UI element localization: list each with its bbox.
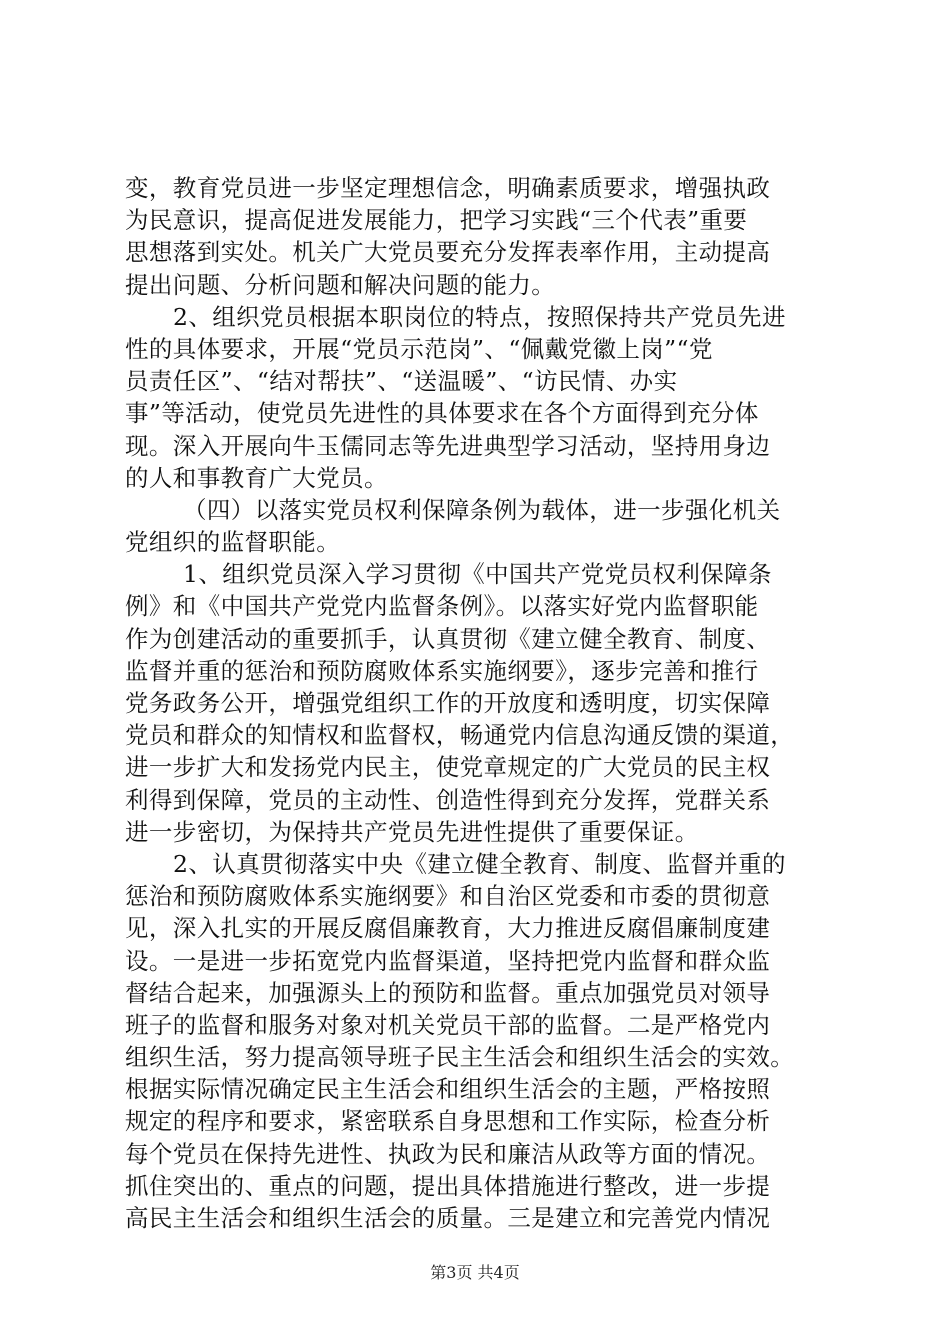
page-number-footer: 第3页 共4页 [430, 1263, 520, 1282]
text-line: 的人和事教育广大党员。 [125, 463, 388, 492]
text-line: 例》和《中国共产党党内监督条例》。以落实好党内监督职能 [125, 592, 759, 621]
text-line: 见，深入扎实的开展反腐倡廉教育，大力推进反腐倡廉制度建 [125, 914, 771, 943]
text-line: 高民主生活会和组织生活会的质量。三是建立和完善党内情况 [125, 1204, 771, 1232]
text-line: 规定的程序和要求，紧密联系自身思想和工作实际，检查分析 [125, 1107, 771, 1136]
text-line: 每个党员在保持先进性、执政为民和廉洁从政等方面的情况。 [125, 1139, 771, 1168]
text-line: 进一步扩大和发扬党内民主，使党章规定的广大党员的民主权 [125, 753, 771, 782]
text-line: 变，教育党员进一步坚定理想信念，明确素质要求，增强执政 [125, 174, 771, 202]
section-heading-line: 党组织的监督职能。 [125, 528, 341, 557]
text-line: 现。深入开展向牛玉儒同志等先进典型学习活动，坚持用身边 [125, 431, 771, 460]
text-line: 思想落到实处。机关广大党员要充分发挥表率作用，主动提高 [125, 238, 771, 267]
paragraph-start-line: 2、认真贯彻落实中央《建立健全教育、制度、监督并重的 [173, 849, 786, 878]
text-line: 进一步密切，为保持共产党员先进性提供了重要保证。 [125, 817, 699, 846]
text-line: 监督并重的惩治和预防腐败体系实施纲要》，逐步完善和推行 [125, 656, 759, 685]
text-line: 惩治和预防腐败体系实施纲要》和自治区党委和市委的贯彻意 [125, 882, 771, 911]
text-line: 督结合起来，加强源头上的预防和监督。重点加强党员对领导 [125, 978, 771, 1007]
text-line: 组织生活，努力提高领导班子民主生活会和组织生活会的实效。 [125, 1043, 795, 1072]
text-line: 设。一是进一步拓宽党内监督渠道，坚持把党内监督和群众监 [125, 946, 771, 975]
text-line: 为民意识，提高促进发展能力，把学习实践“三个代表”重要 [125, 206, 748, 235]
text-line: 党务政务公开，增强党组织工作的开放度和透明度，切实保障 [125, 689, 771, 717]
text-line: 班子的监督和服务对象对机关党员干部的监督。二是严格党内 [125, 1010, 771, 1039]
document-body [125, 172, 835, 1234]
text-line: 根据实际情况确定民主生活会和组织生活会的主题，严格按照 [125, 1075, 771, 1104]
text-line: 抓住突出的、重点的问题，提出具体措施进行整改，进一步提 [125, 1171, 771, 1200]
paragraph-start-line: 2、组织党员根据本职岗位的特点，按照保持共产党员先进 [173, 302, 786, 331]
section-heading-line: （四）以落实党员权利保障条例为载体，进一步强化机关 [183, 495, 781, 524]
text-line: 性的具体要求，开展“党员示范岗”、“佩戴党徽上岗”“党 [125, 334, 713, 363]
text-line: 员责任区”、“结对帮扶”、“送温暖”、“访民情、办实 [125, 367, 678, 396]
text-line: 事”等活动，使党员先进性的具体要求在各个方面得到充分体 [125, 399, 759, 428]
text-line: 作为创建活动的重要抓手，认真贯彻《建立健全教育、制度、 [125, 624, 771, 653]
text-line: 党员和群众的知情权和监督权，畅通党内信息沟通反馈的渠道， [125, 721, 795, 750]
text-line: 提出问题、分析问题和解决问题的能力。 [125, 270, 556, 299]
text-line: 利得到保障，党员的主动性、创造性得到充分发挥，党群关系 [125, 785, 771, 814]
paragraph-start-line: 1、组织党员深入学习贯彻《中国共产党党员权利保障条 [183, 560, 772, 589]
